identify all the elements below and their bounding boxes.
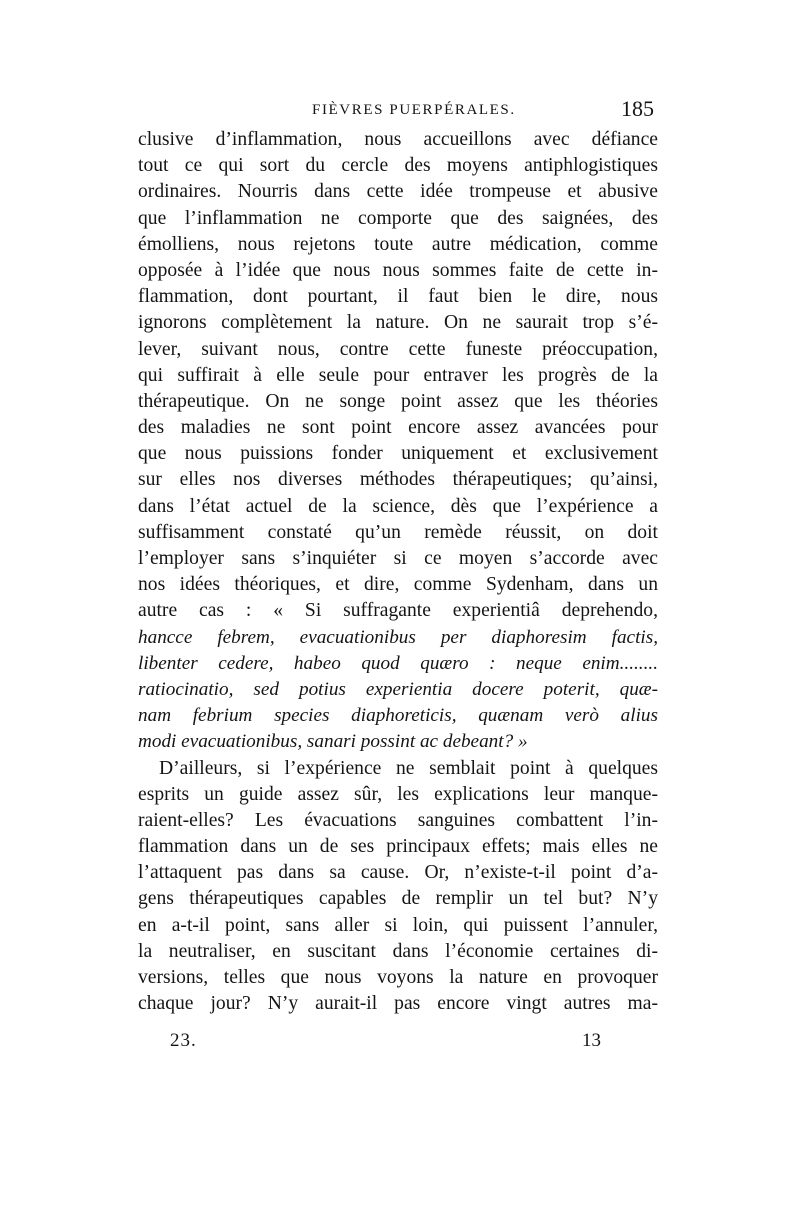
- text-line: que nous puissions fonder uniquement et exclusivement: [138, 443, 658, 465]
- latin-quote-line: modi evacuationibus, sanari possint ac debeant? »: [138, 731, 528, 753]
- text-line: dans l’état actuel de la science, dès que l’expérience a: [138, 495, 658, 517]
- text-line: chaque jour? N’y aurait-il pas encore vingt autres ma-: [138, 993, 658, 1015]
- text-line: flammation dans un de ses principaux effets; mais elles ne: [138, 836, 658, 858]
- text-line: qui suffirait à elle seule pour entraver les progrès de la: [138, 364, 658, 386]
- text-line: émolliens, nous rejetons toute autre médication, comme: [138, 233, 658, 255]
- text-line: autre cas : « Si suffragante experientiâ deprehendo,: [138, 600, 658, 622]
- text-line: l’attaquent pas dans sa cause. Or, n’existe-t-il point d’a-: [138, 862, 658, 884]
- text-line: flammation, dont pourtant, il faut bien le dire, nous: [138, 286, 658, 308]
- latin-quote-line: hancce febrem, evacuationibus per diaphoresim factis,: [138, 626, 658, 648]
- text-line: lever, suivant nous, contre cette funeste préoccupation,: [138, 338, 658, 360]
- text-line: ordinaires. Nourris dans cette idée trompeuse et abusive: [138, 181, 658, 203]
- text-line: l’employer sans s’inquiéter si ce moyen s’accorde avec: [138, 548, 658, 569]
- text-line: versions, telles que nous voyons la nature en provoquer: [138, 967, 658, 988]
- latin-quote-line: nam febrium species diaphoreticis, quænam verò alius: [138, 705, 658, 727]
- running-head: [138, 98, 656, 128]
- text-line: la neutraliser, en suscitant dans l’économie certaines di-: [138, 940, 658, 962]
- text-line: raient-elles? Les évacuations sanguines combattent l’in-: [138, 809, 658, 831]
- sheet-number: 13: [582, 1030, 601, 1051]
- paragraph-start-line: D’ailleurs, si l’expérience ne semblait point à quelques: [159, 757, 658, 779]
- text-line: suffisamment constaté qu’un remède réussit, on doit: [138, 521, 658, 543]
- latin-quote-line: ratiocinatio, sed potius experientia docere poterit, quæ-: [138, 678, 658, 700]
- text-line: thérapeutique. On ne songe point assez que les théories: [138, 390, 658, 412]
- text-line: clusive d’inflammation, nous accueillons avec défiance: [138, 129, 658, 150]
- text-line: en a-t-il point, sans aller si loin, qui puissent l’annuler,: [138, 914, 658, 936]
- text-line: des maladies ne sont point encore assez avancées pour: [138, 417, 658, 439]
- text-line: esprits un guide assez sûr, les explications leur manque-: [138, 783, 658, 805]
- body-text: [138, 127, 658, 1017]
- running-title: FIÈVRES PUERPÉRALES.: [312, 102, 516, 118]
- text-line: que l’inflammation ne comporte que des saignées, des: [138, 207, 658, 229]
- text-line: tout ce qui sort du cercle des moyens antiphlogistiques: [138, 155, 658, 177]
- text-line: gens thérapeutiques capables de remplir un tel but? N’y: [138, 888, 658, 910]
- page-number: 185: [621, 96, 654, 121]
- text-line: opposée à l’idée que nous nous sommes faite de cette in-: [138, 259, 658, 281]
- signature-mark: 23.: [170, 1030, 197, 1051]
- text-line: ignorons complètement la nature. On ne saurait trop s’é-: [138, 312, 658, 334]
- text-line: sur elles nos diverses méthodes thérapeutiques; qu’ainsi,: [138, 469, 658, 491]
- latin-quote-line: libenter cedere, habeo quod quæro : neque enim........: [138, 652, 658, 674]
- text-line: nos idées théoriques, et dire, comme Sydenham, dans un: [138, 574, 658, 596]
- page-footer: [138, 1030, 658, 1060]
